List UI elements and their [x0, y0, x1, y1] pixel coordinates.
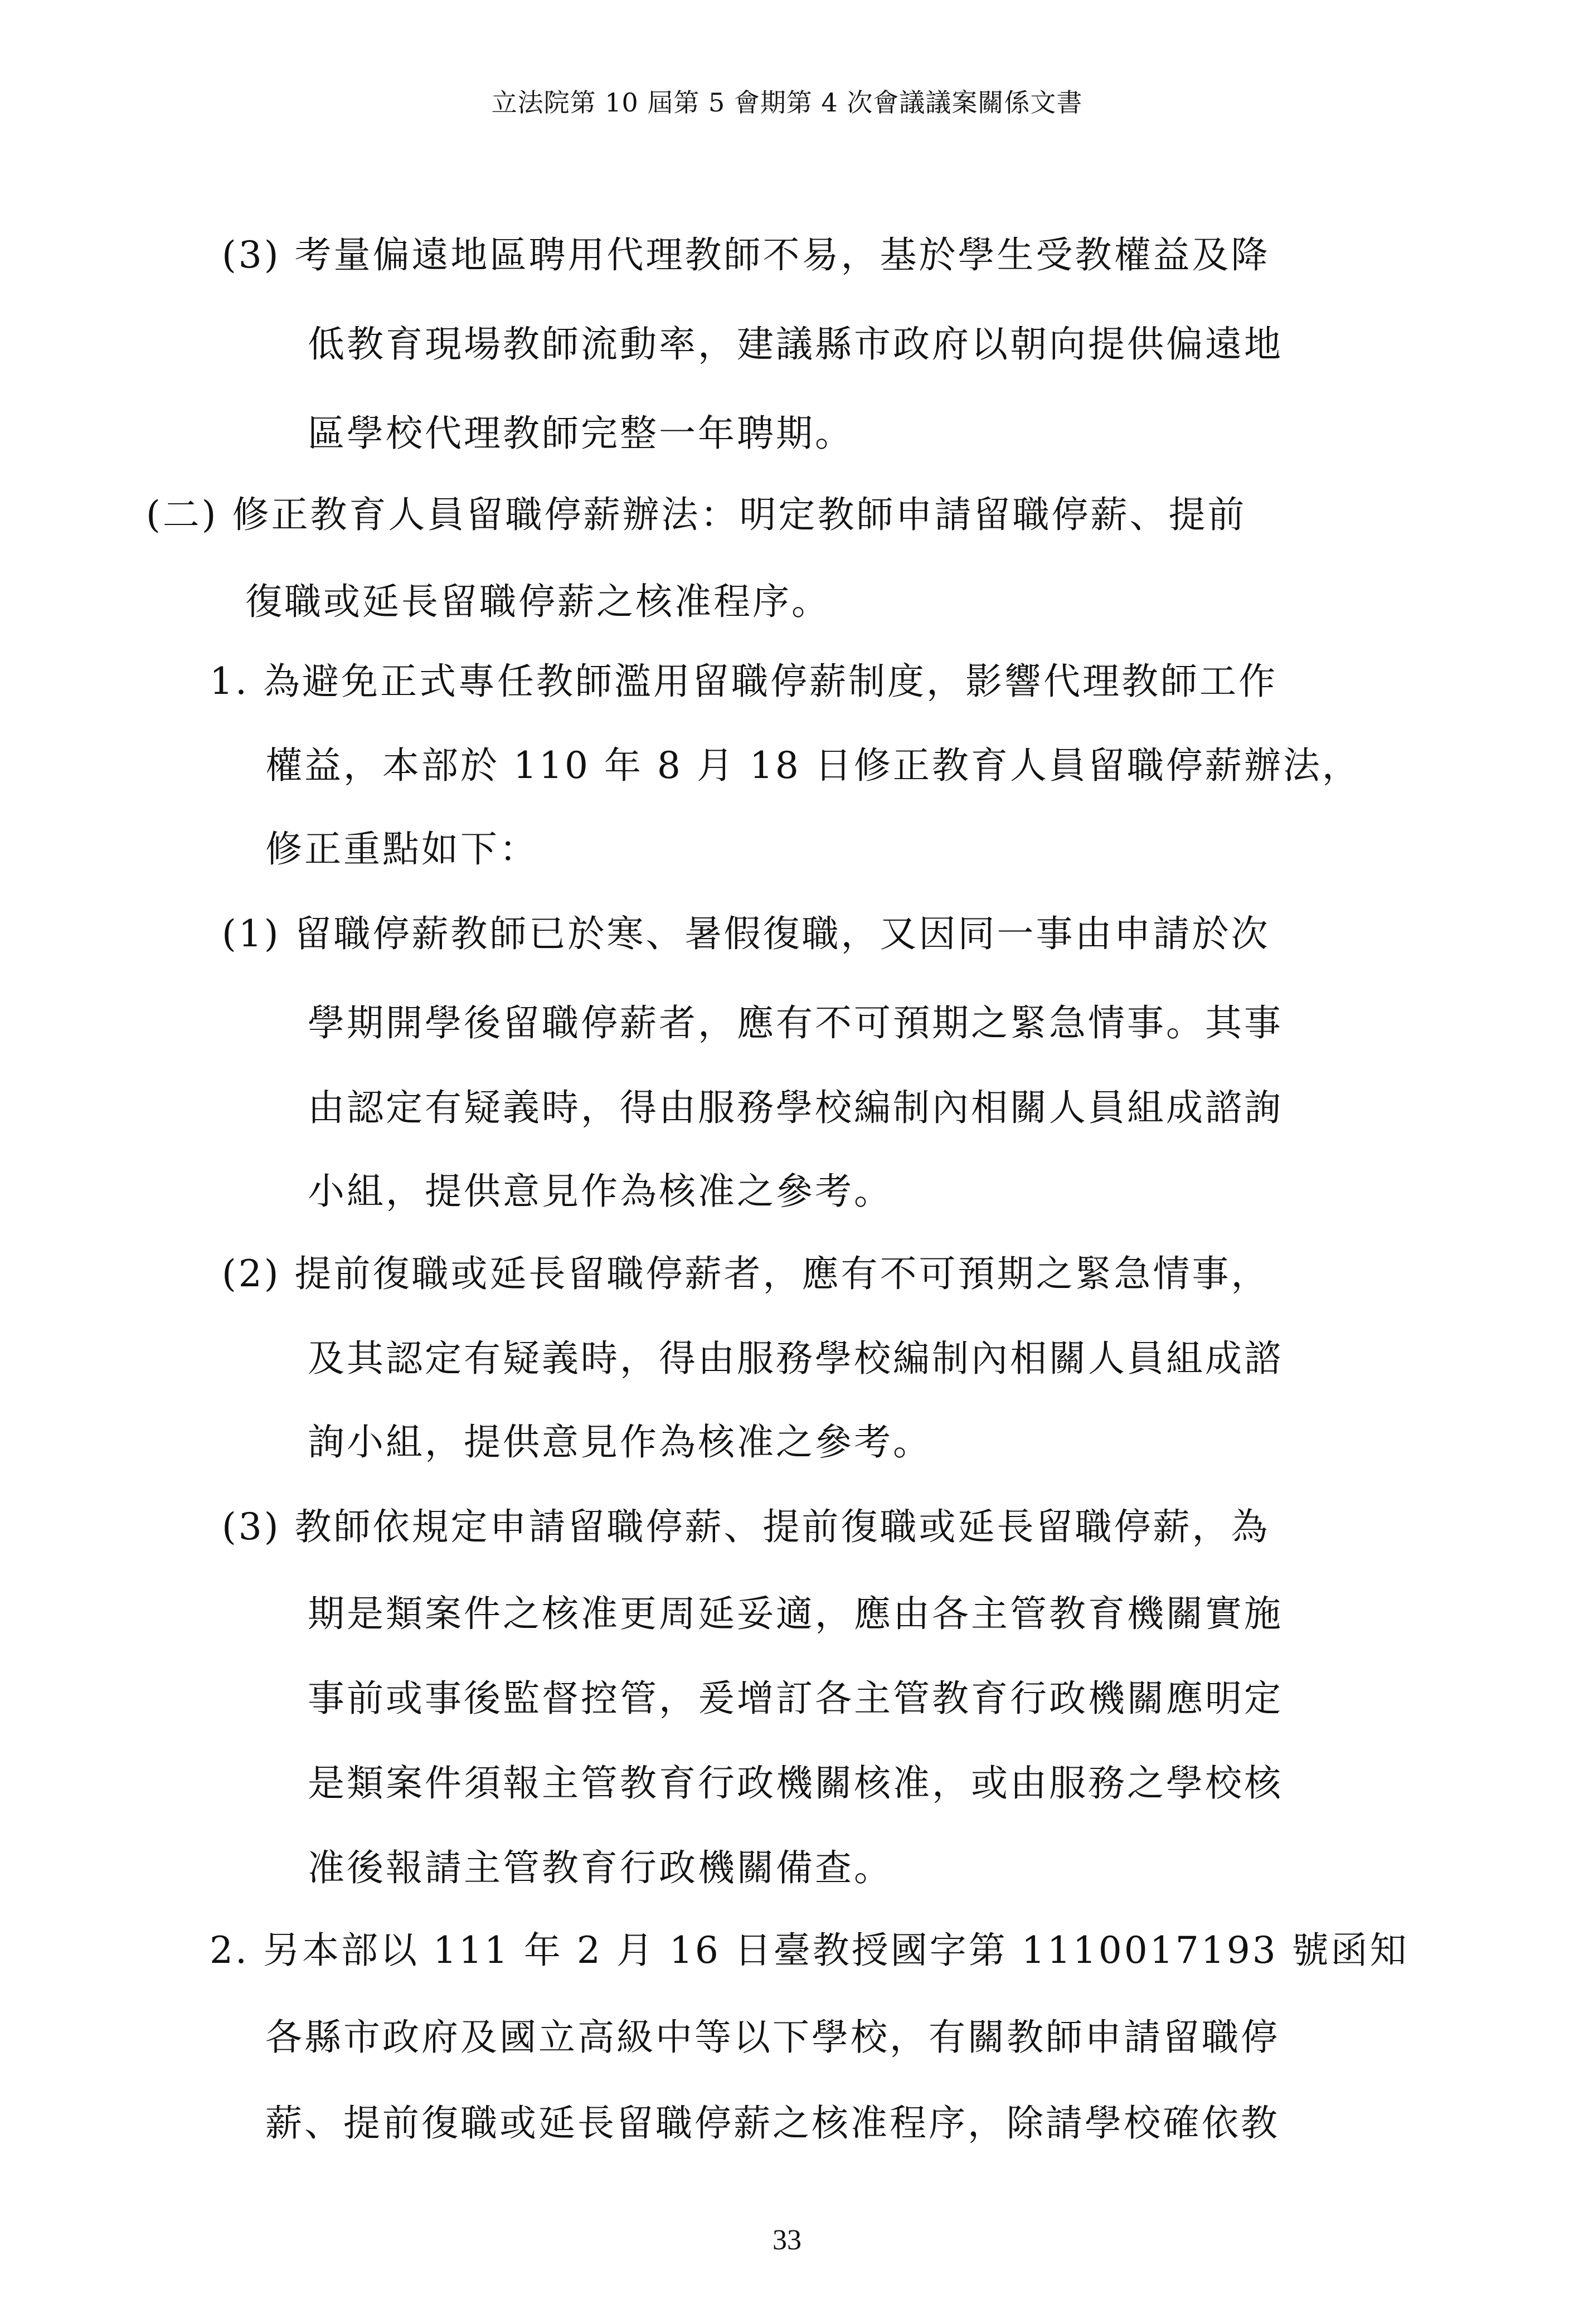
text-line: 區學校代理教師完整一年聘期。 — [308, 412, 854, 455]
item-2 — [210, 1928, 1409, 1973]
item-label: 2. — [210, 1929, 249, 1972]
text-line: 提前復職或延長留職停薪者，應有不可預期之緊急情事， — [294, 1252, 1270, 1295]
text-line: 期是類案件之核准更周延妥適，應由各主管教育機關實施 — [308, 1592, 1283, 1635]
page-header: 立法院第 10 屆第 5 會期第 4 次會議議案關係文書 — [491, 87, 1083, 118]
item-label: (3) — [222, 1505, 281, 1548]
text-line: 事前或事後監督控管，爰增訂各主管教育行政機關應明定 — [308, 1677, 1283, 1720]
sub-item-1 — [222, 912, 1270, 956]
text-line: 薪、提前復職或延長留職停薪之核准程序，除請學校確依教 — [265, 2102, 1280, 2145]
text-line: 學期開學後留職停薪者，應有不可預期之緊急情事。其事 — [308, 1001, 1283, 1044]
text-line: 由認定有疑義時，得由服務學校編制內相關人員組成諮詢 — [308, 1086, 1283, 1129]
text-line: 復職或延長留職停薪之核准程序。 — [245, 580, 830, 623]
text-line: 准後報請主管教育行政機關備查。 — [308, 1846, 893, 1889]
text-line: 各縣市政府及國立高級中等以下學校，有關教師申請留職停 — [265, 2016, 1280, 2059]
text-line: 是類案件須報主管教育行政機關核准，或由服務之學校核 — [308, 1762, 1283, 1805]
sub-item-2 — [222, 1252, 1270, 1296]
item-1 — [210, 659, 1277, 704]
text-line: 及其認定有疑義時，得由服務學校編制內相關人員組成諮 — [308, 1337, 1283, 1380]
item-label: (3) — [222, 234, 281, 276]
text-line: 修正重點如下： — [265, 828, 538, 871]
page-number: 33 — [773, 2224, 801, 2256]
text-line: 考量偏遠地區聘用代理教師不易，基於學生受教權益及降 — [294, 234, 1270, 276]
text-line: 小組，提供意見作為核准之參考。 — [308, 1170, 893, 1213]
section-label: (二) — [146, 493, 218, 536]
text-line: 低教育現場教師流動率，建議縣市政府以朝向提供偏遠地 — [308, 323, 1283, 366]
section-2 — [146, 493, 1246, 537]
sub-item-3 — [222, 1505, 1270, 1549]
text-line: 修正教育人員留職停薪辦法：明定教師申請留職停薪、提前 — [232, 493, 1247, 536]
text-line: 為避免正式專任教師濫用留職停薪制度，影響代理教師工作 — [263, 660, 1277, 703]
text-line: 詢小組，提供意見作為核准之參考。 — [308, 1421, 932, 1464]
item-label: 1. — [210, 660, 249, 703]
text-line: 權益，本部於 110 年 8 月 18 日修正教育人員留職停薪辦法， — [265, 744, 1361, 787]
item-a3 — [222, 233, 1270, 278]
item-label: (2) — [222, 1252, 281, 1295]
text-line: 留職停薪教師已於寒、暑假復職，又因同一事由申請於次 — [294, 912, 1270, 955]
text-line: 教師依規定申請留職停薪、提前復職或延長留職停薪，為 — [294, 1505, 1270, 1548]
text-line: 另本部以 111 年 2 月 16 日臺教授國字第 1110017193 號函知 — [263, 1929, 1409, 1972]
item-label: (1) — [222, 912, 281, 955]
